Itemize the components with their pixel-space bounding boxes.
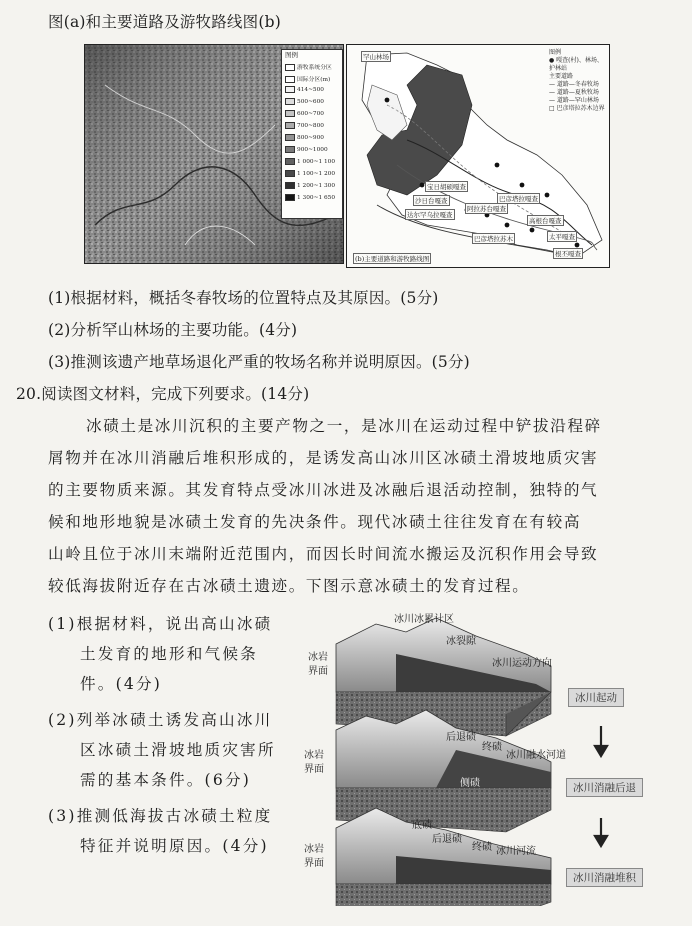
diagram-label: 终碛 xyxy=(482,742,502,753)
paragraph-line: 的主要物质来源。其发育特点受冰川冰进及冰融后退活动控制，独特的气 xyxy=(48,481,599,499)
map-label: 宝日胡硕嘎查 xyxy=(427,183,466,191)
routes-legend-title: 图例 xyxy=(549,49,562,56)
diagram-label: 冰川河流 xyxy=(496,846,536,857)
diagram-label: 冰川冰累计区 xyxy=(394,614,454,625)
legend-title: 图例 xyxy=(285,51,298,59)
legend-row xyxy=(285,74,330,83)
legend-row xyxy=(285,182,335,189)
legend-swatch xyxy=(285,110,295,117)
diagram-label: 后退碛 xyxy=(446,732,476,743)
moraine-diagram-graphic xyxy=(296,606,676,906)
map-label: 太平嘎查 xyxy=(549,233,575,241)
legend-row xyxy=(285,194,335,201)
legend-swatch xyxy=(285,134,295,141)
question-19-1: (1)根据材料，概括冬春牧场的位置特点及其原因。(5分) xyxy=(48,289,439,307)
paragraph-line: 较低海拔附近存在古冰碛土遗迹。下图示意冰碛土的发育过程。 xyxy=(48,577,530,595)
legend-row xyxy=(285,86,324,93)
diagram-label: 冰川融水河道 xyxy=(506,750,566,761)
diagram-label: 侧碛 xyxy=(460,778,480,789)
diagram-label: 终碛 xyxy=(472,842,492,853)
diagram-label: 冰岩 xyxy=(308,652,328,663)
diagram-label: 冰裂隙 xyxy=(446,636,476,647)
legend-label: 1 000~1 100 xyxy=(297,159,336,165)
question-20-1-line: 件。(4分) xyxy=(80,675,163,693)
legend-label: 700~800 xyxy=(297,123,324,129)
question-20-2-line: (2)列举冰碛土诱发高山冰川 xyxy=(48,711,273,729)
legend-label: 国际分区(m) xyxy=(297,77,331,83)
figure-caption: 图(a)和主要道路及游牧路线图(b) xyxy=(48,13,281,31)
routes-legend-item: □ 巴彦塔拉苏木边界 xyxy=(549,105,605,112)
question-20-3-line: (3)推测低海拔古冰碛土粒度 xyxy=(48,807,273,825)
moraine-diagram xyxy=(296,606,676,906)
legend-label: 600~700 xyxy=(297,111,324,117)
legend-label: 1 200~1 300 xyxy=(297,183,336,189)
routes-map xyxy=(346,44,610,268)
paragraph-line: 冰碛土是冰川沉积的主要产物之一，是冰川在运动过程中铲拔沿程碎 xyxy=(86,417,602,435)
legend-swatch xyxy=(285,170,295,177)
legend-row xyxy=(285,158,335,165)
question-20-1-line: (1)根据材料，说出高山冰碛 xyxy=(48,615,273,633)
legend-swatch xyxy=(285,64,295,71)
legend-label: 1 100~1 200 xyxy=(297,171,336,177)
routes-legend-item: — 道路—罕山林场 xyxy=(549,97,599,104)
elevation-legend xyxy=(281,49,343,219)
legend-label: 414~500 xyxy=(297,87,324,93)
paragraph-line: 山岭且位于冰川末端附近范围内，而因长时间流水搬运及沉积作用会导致 xyxy=(48,545,599,563)
elevation-map xyxy=(84,44,344,264)
legend-swatch xyxy=(285,86,295,93)
legend-swatch xyxy=(285,146,295,153)
question-19-2: (2)分析罕山林场的主要功能。(4分) xyxy=(48,321,298,339)
diagram-label: 界面 xyxy=(304,764,324,775)
legend-label: 800~900 xyxy=(297,135,324,141)
diagram-label: 后退碛 xyxy=(432,834,462,845)
question-20-3-line: 特征并说明原因。(4分) xyxy=(80,837,269,855)
legend-row xyxy=(285,110,324,117)
routes-legend-item: ● 嘎查(村)、林场、 xyxy=(549,57,603,64)
map-label: 罕山 xyxy=(388,104,401,112)
legend-label: 1 300~1 650 xyxy=(297,195,336,201)
diagram-label: 冰岩 xyxy=(304,844,324,855)
diagram-label: 冰川运动方向 xyxy=(492,658,552,669)
question-20-1-line: 土发育的地形和气候条 xyxy=(80,645,258,663)
stage-label-deposit: 冰川消融堆积 xyxy=(566,868,643,887)
routes-legend-item: — 道路—夏秋牧场 xyxy=(549,89,599,96)
map-label: 阿拉苏台嘎查 xyxy=(467,205,506,213)
map-label: 达尔罕乌拉嘎查 xyxy=(407,211,453,219)
legend-label: 游牧系统分区 xyxy=(297,65,332,71)
routes-legend xyxy=(549,49,607,113)
routes-legend-item: 主要道路 xyxy=(549,73,574,80)
legend-row xyxy=(285,146,328,153)
diagram-label: 冰岩 xyxy=(304,750,324,761)
legend-label: 500~600 xyxy=(297,99,324,105)
paragraph-line: 候和地形地貌是冰碛土发育的先决条件。现代冰碛土往往发育在有较高 xyxy=(48,513,582,531)
map-label: 罕山林场 xyxy=(363,53,389,61)
diagram-label: 界面 xyxy=(304,858,324,869)
legend-row xyxy=(285,170,335,177)
paragraph-line: 屑物并在冰川消融后堆积形成的，是诱发高山冰川区冰碛土滑坡地质灾害 xyxy=(48,449,599,467)
legend-swatch xyxy=(285,194,295,201)
legend-row xyxy=(285,98,324,105)
legend-label: 900~1000 xyxy=(297,147,328,153)
legend-row xyxy=(285,122,324,129)
diagram-label: 界面 xyxy=(308,666,328,677)
routes-legend-item: 护林站 xyxy=(549,65,568,72)
stage-label-retreat: 冰川消融后退 xyxy=(566,778,643,797)
map-label: 巴彦塔拉苏木 xyxy=(474,235,513,243)
map-label: 沙日台嘎查 xyxy=(415,197,448,205)
legend-swatch xyxy=(285,122,295,129)
diagram-label: 底碛 xyxy=(412,820,432,831)
legend-row xyxy=(285,134,324,141)
question-20-2-line: 区冰碛土滑坡地质灾害所 xyxy=(80,741,276,759)
legend-swatch xyxy=(285,98,295,105)
map-label: 巴彦塔拉嘎查 xyxy=(499,195,538,203)
legend-swatch xyxy=(285,182,295,189)
question-19-3: (3)推测该遗产地草场退化严重的牧场名称并说明原因。(5分) xyxy=(48,353,470,371)
legend-row xyxy=(285,62,332,71)
question-20-header: 20.阅读图文材料，完成下列要求。(14分) xyxy=(16,385,310,403)
map-inner-caption: (b)主要道路和游牧路线图 xyxy=(355,255,430,263)
legend-swatch xyxy=(285,76,295,83)
question-20-2-line: 需的基本条件。(6分) xyxy=(80,771,252,789)
map-label: 根丕嘎查 xyxy=(555,250,581,258)
map-label: 高根台嘎查 xyxy=(529,217,562,225)
routes-legend-item: — 道路—冬春牧场 xyxy=(549,81,599,88)
legend-swatch xyxy=(285,158,295,165)
stage-label-start: 冰川起动 xyxy=(568,688,624,707)
